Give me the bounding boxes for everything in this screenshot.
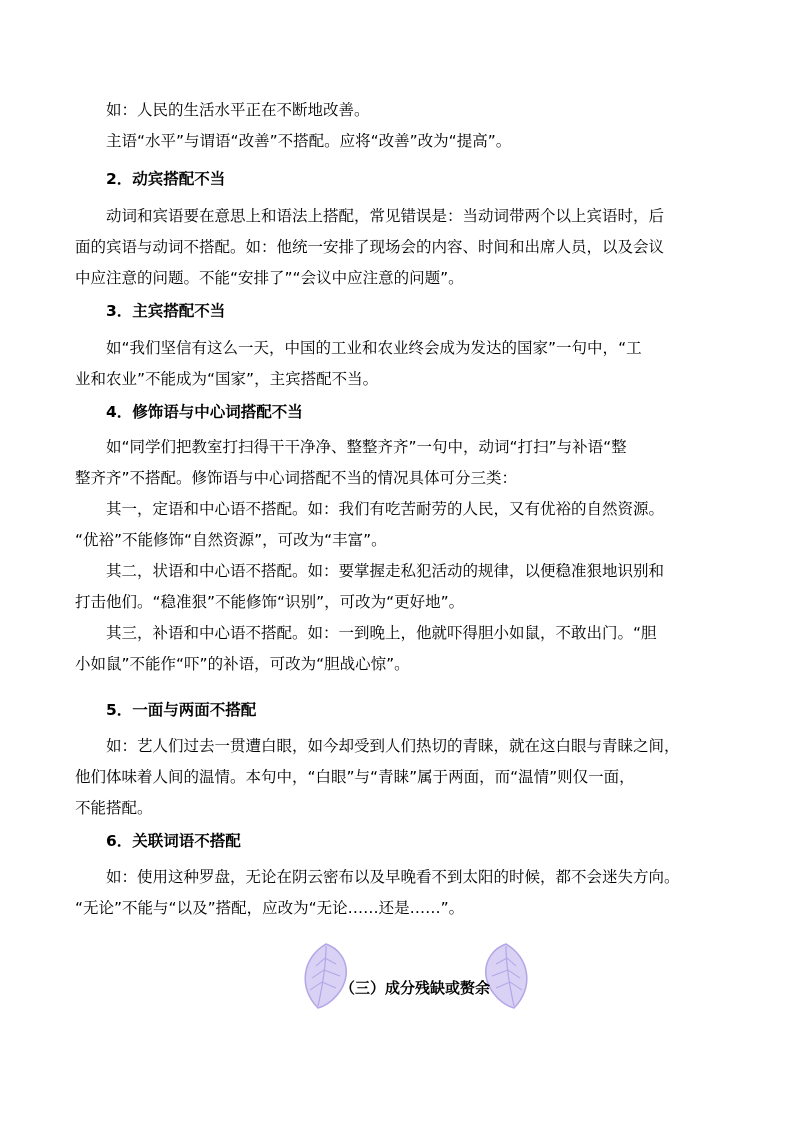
heading-3 bbox=[75, 296, 752, 327]
text-line: 面的宾语与动词不搭配。如：他统一安排了现场会的内容、时间和出席人员，以及会议 bbox=[75, 238, 665, 256]
text-line: 业和农业”不能成为“国家”，主宾搭配不当。 bbox=[75, 370, 379, 388]
heading-6 bbox=[75, 826, 752, 857]
text-line: 小如鼠”不能作“吓”的补语，可改为“胆战心惊”。 bbox=[75, 655, 410, 673]
left-leaf-icon bbox=[305, 944, 346, 1008]
text-line: 主语“水平”与谓语“改善”不搭配。应将“改善”改为“提高”。 bbox=[106, 132, 512, 150]
text-line: 不能搭配。 bbox=[75, 799, 153, 817]
paragraph-modifier bbox=[75, 432, 721, 680]
text-line: 如“我们坚信有这么一天，中国的工业和农业终会成为发达的国家”一句中，“工 bbox=[106, 339, 642, 357]
heading-2 bbox=[75, 164, 752, 195]
paragraph-subject-object bbox=[75, 333, 721, 395]
text-line: 4．修饰语与中心词搭配不当 bbox=[106, 403, 303, 421]
right-leaf-icon bbox=[486, 944, 527, 1008]
text-line: 整齐齐”不搭配。修饰语与中心词搭配不当的情况具体可分三类： bbox=[75, 469, 518, 487]
text-line: 其一，定语和中心语不搭配。如：我们有吃苦耐劳的人民，又有优裕的自然资源。 bbox=[106, 500, 665, 518]
text-line: 其二，状语和中心语不搭配。如：要掌握走私犯活动的规律，以便稳准狠地识别和 bbox=[106, 562, 665, 580]
text-line: 如：使用这种罗盘，无论在阴云密布以及早晚看不到太阳的时候，都不会迷失方向。 bbox=[106, 868, 680, 886]
text-line: 5．一面与两面不搭配 bbox=[106, 701, 257, 719]
heading-4 bbox=[75, 397, 752, 428]
text-line: “优裕”不能修饰“自然资源”，可改为“丰富”。 bbox=[75, 531, 387, 549]
paragraph-verb-object bbox=[75, 201, 721, 294]
leaf-ornament bbox=[296, 936, 536, 1012]
text-line: 2．动宾搭配不当 bbox=[106, 170, 226, 188]
text-line: 其三，补语和中心语不搭配。如：一到晚上，他就吓得胆小如鼠，不敢出门。“胆 bbox=[106, 624, 657, 642]
text-line: 中应注意的问题。不能“安排了”“会议中应注意的问题”。 bbox=[75, 269, 464, 287]
heading-5 bbox=[75, 695, 752, 726]
text-line: 如“同学们把教室打扫得干干净净、整整齐齐”一句中，动词“打扫”与补语“整 bbox=[106, 438, 627, 456]
text-line: 动词和宾语要在意思上和语法上搭配，常见错误是：当动词带两个以上宾语时，后 bbox=[106, 207, 665, 225]
text-line: 如：艺人们过去一贯遭白眼，如今却受到人们热切的青睐，就在这白眼与青睐之间， bbox=[106, 737, 680, 755]
text-line: 6．关联词语不搭配 bbox=[106, 832, 241, 850]
text-line: 他们体味着人间的温情。本句中，“白眼”与“青睐”属于两面，而“温情”则仅一面， bbox=[75, 768, 635, 786]
text-line: 打击他们。“稳准狠”不能修饰“识别”，可改为“更好地”。 bbox=[75, 593, 465, 611]
text-line: “无论”不能与“以及”搭配，应改为“无论……还是……”。 bbox=[75, 899, 465, 917]
paragraph-conjunctions bbox=[75, 862, 721, 924]
text-line: 如：人民的生活水平正在不断地改善。 bbox=[106, 101, 370, 119]
paragraph-one-two-sides bbox=[75, 731, 721, 824]
example-sentence bbox=[75, 95, 752, 157]
text-line: 3．主宾搭配不当 bbox=[106, 302, 226, 320]
section-title: （三）成分残缺或赘余 bbox=[339, 979, 490, 997]
